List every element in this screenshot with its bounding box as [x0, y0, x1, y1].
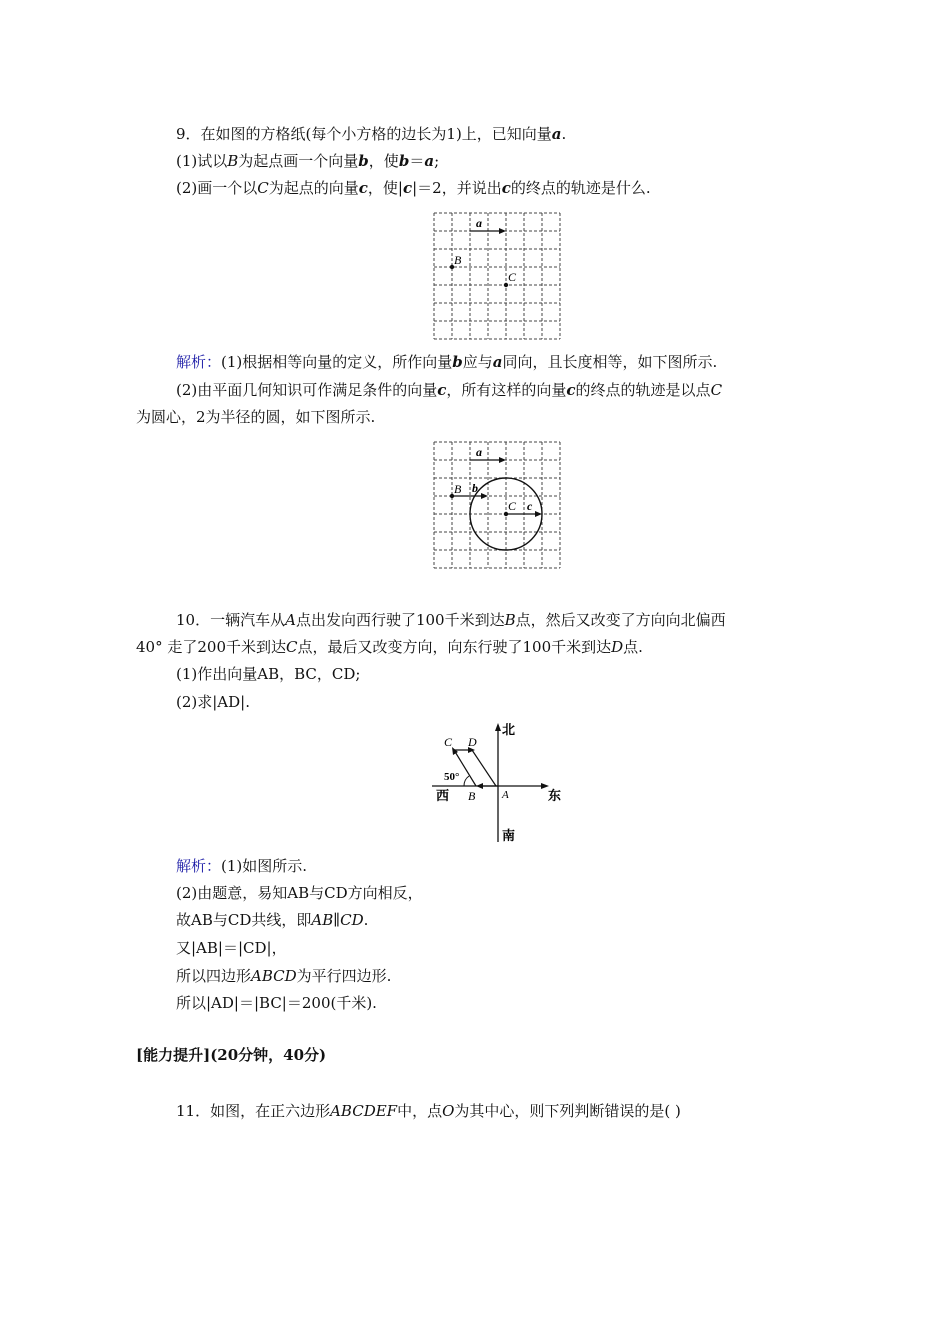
solution-label: 解析： — [176, 353, 222, 371]
label-C: C — [508, 499, 517, 513]
label-B: B — [454, 482, 462, 496]
label-south: 南 — [502, 828, 516, 843]
label-east: 东 — [548, 788, 562, 803]
sol9-line2: (2)由平面几何知识可作满足条件的向量c，所有这样的向量c的终点的轨迹是以点C — [176, 381, 723, 399]
label-a: a — [476, 445, 482, 459]
q10-line1: 10．一辆汽车从A点出发向西行驶了100千米到达B点，然后又改变了方向向北偏西 — [176, 611, 726, 629]
north-arrowhead — [495, 723, 501, 731]
vector-b-arrowhead — [481, 493, 488, 499]
label-west: 西 — [436, 788, 450, 803]
q10-line2: 40° 走了200千米到达C点，最后又改变方向，向东行驶了100千米到达D点. — [136, 638, 643, 656]
q10-line3: (1)作出向量AB，BC，CD; — [176, 665, 361, 683]
label-b: b — [472, 481, 478, 495]
label-B: B — [454, 253, 462, 267]
grid-lines — [434, 213, 560, 339]
sol10-line2: (2)由题意，易知AB与CD方向相反， — [176, 884, 423, 902]
label-c: c — [527, 499, 533, 513]
label-angle: 50° — [444, 771, 460, 783]
angle-arc — [464, 776, 469, 786]
label-B: B — [468, 789, 476, 803]
q11-stem: 11．如图，在正六边形ABCDEF中，点O为其中心，则下列判断错误的是( ) — [176, 1102, 681, 1120]
q9-part2: (2)画一个以C为起点的向量c，使|c|＝2，并说出c的终点的轨迹是什么. — [176, 179, 651, 197]
label-D: D — [468, 735, 477, 749]
vector-a-arrowhead — [499, 228, 506, 234]
section-heading: [能力提升](20分钟，40分) — [136, 1046, 327, 1064]
segment-DA — [472, 750, 496, 786]
label-a: a — [476, 216, 482, 230]
q10-line4: (2)求|AD|. — [176, 693, 250, 711]
compass-figure — [430, 720, 570, 848]
label-C: C — [508, 270, 517, 284]
label-A: A — [502, 789, 509, 801]
sol9-line1: 解析：(1)根据相等向量的定义，所作向量b应与a同向，且长度相等，如下图所示. — [176, 353, 718, 371]
sol10-line6: 所以|AD|＝|BC|＝200(千米). — [176, 994, 377, 1012]
vector-a-arrowhead — [499, 457, 506, 463]
solution-label: 解析： — [176, 857, 222, 875]
vector-c-arrowhead — [535, 511, 542, 517]
sol9-line3: 为圆心，2为半径的圆，如下图所示. — [136, 408, 376, 426]
q9-stem: 9．在如图的方格纸(每个小方格的边长为1)上，已知向量a. — [176, 125, 567, 143]
grid-figure-2 — [430, 439, 564, 573]
sol10-line3: 故AB与CD共线，即AB∥CD. — [176, 911, 369, 929]
sol10-line4: 又|AB|＝|CD|， — [176, 939, 287, 957]
q9-part1: (1)试以B为起点画一个向量b，使b＝a; — [176, 152, 440, 170]
sol10-line5: 所以四边形ABCD为平行四边形. — [176, 967, 392, 985]
label-C: C — [444, 735, 453, 749]
vector-BC-arrowhead — [452, 747, 458, 755]
sol10-line1: 解析：(1)如图所示. — [176, 857, 308, 875]
label-north: 北 — [502, 722, 516, 737]
vector-AB-arrowhead — [476, 783, 483, 789]
grid-figure-1 — [430, 210, 564, 342]
